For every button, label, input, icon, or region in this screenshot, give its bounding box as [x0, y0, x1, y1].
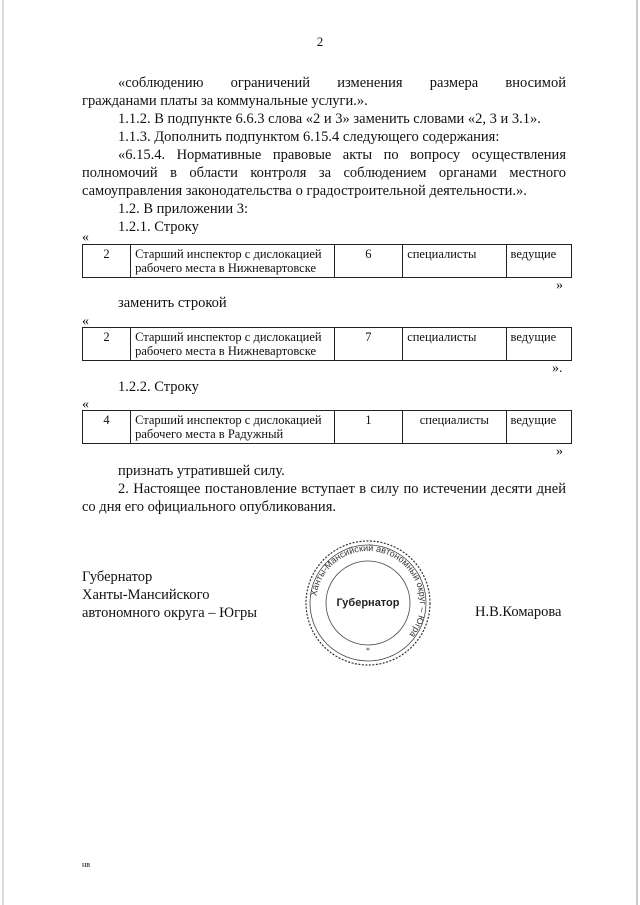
cell-position: Старший инспектор с дислокацией рабочего места в Радужный: [131, 411, 335, 444]
cell-count: 6: [334, 245, 403, 278]
paragraph-2: 1.1.2. В подпункте 6.6.3 слова «2 и 3» заменить словами «2, 3 и 3.1».: [118, 111, 541, 127]
signature-region: Ханты-Мансийского: [82, 587, 210, 603]
signature-region-2: автономного округа – Югры: [82, 605, 258, 621]
open-quote: «: [82, 397, 89, 412]
paragraph-5: 1.2. В приложении 3:: [118, 201, 249, 217]
close-quote: »: [556, 278, 563, 293]
page-number: 2: [316, 34, 324, 49]
cell-num: 4: [83, 411, 131, 444]
paragraph-9: признать утратившей силу.: [118, 463, 285, 479]
paragraph-4: «6.15.4. Нормативные правовые акты по вопросу осуществления полномочий в области контроля за соблюдением органами местного самоуправления законодательства о градостроительной деятельности.».: [82, 147, 566, 199]
cell-count: 7: [334, 328, 403, 361]
signature-block: [82, 568, 257, 622]
svg-text:*: *: [366, 646, 370, 655]
cell-position: Старший инспектор с дислокацией рабочего места в Нижневартовске: [131, 245, 335, 278]
close-quote: »: [556, 444, 563, 459]
cell-group: специалисты: [403, 328, 506, 361]
cell-count: 1: [334, 411, 403, 444]
paragraph-10: 2. Настоящее постановление вступает в силу по истечении десяти дней со дня его официального опубликования.: [82, 481, 566, 515]
table-row-replacement: [82, 327, 572, 361]
svg-text:Ханты-Мансийский автономный ок: Ханты-Мансийский автономный округ – Югра: [308, 542, 429, 640]
open-quote: «: [82, 314, 89, 329]
paragraph-1-line-1: «соблюдению ограничений изменения размера вносимой: [118, 75, 566, 91]
signature-title: Губернатор: [82, 569, 153, 585]
paragraph-3: 1.1.3. Дополнить подпунктом 6.15.4 следующего содержания:: [118, 129, 500, 145]
cell-num: 2: [83, 328, 131, 361]
paragraph-1-line-2: гражданами платы за коммунальные услуги.».: [82, 93, 368, 109]
cell-category: ведущие: [506, 411, 572, 444]
paragraph-7: заменить строкой: [118, 295, 227, 311]
close-quote-dot: ».: [552, 361, 563, 376]
footer-initials: нв: [82, 860, 91, 869]
scan-edge-right: [636, 0, 638, 905]
cell-category: ведущие: [506, 328, 572, 361]
paragraph-8: 1.2.2. Строку: [118, 379, 199, 395]
cell-group: специалисты: [403, 245, 506, 278]
scan-edge-left: [2, 0, 4, 905]
table-row-removed: [82, 410, 572, 444]
paragraph-6: 1.2.1. Строку: [118, 219, 199, 235]
cell-position: Старший инспектор с дислокацией рабочего места в Нижневартовске: [131, 328, 335, 361]
signatory-name: Н.В.Комарова: [475, 604, 562, 620]
table-row-original: [82, 244, 572, 278]
svg-text:Губернатор: Губернатор: [336, 597, 400, 609]
cell-category: ведущие: [506, 245, 572, 278]
official-stamp: [298, 538, 438, 668]
cell-num: 2: [83, 245, 131, 278]
open-quote: «: [82, 230, 89, 245]
cell-group: специалисты: [403, 411, 506, 444]
